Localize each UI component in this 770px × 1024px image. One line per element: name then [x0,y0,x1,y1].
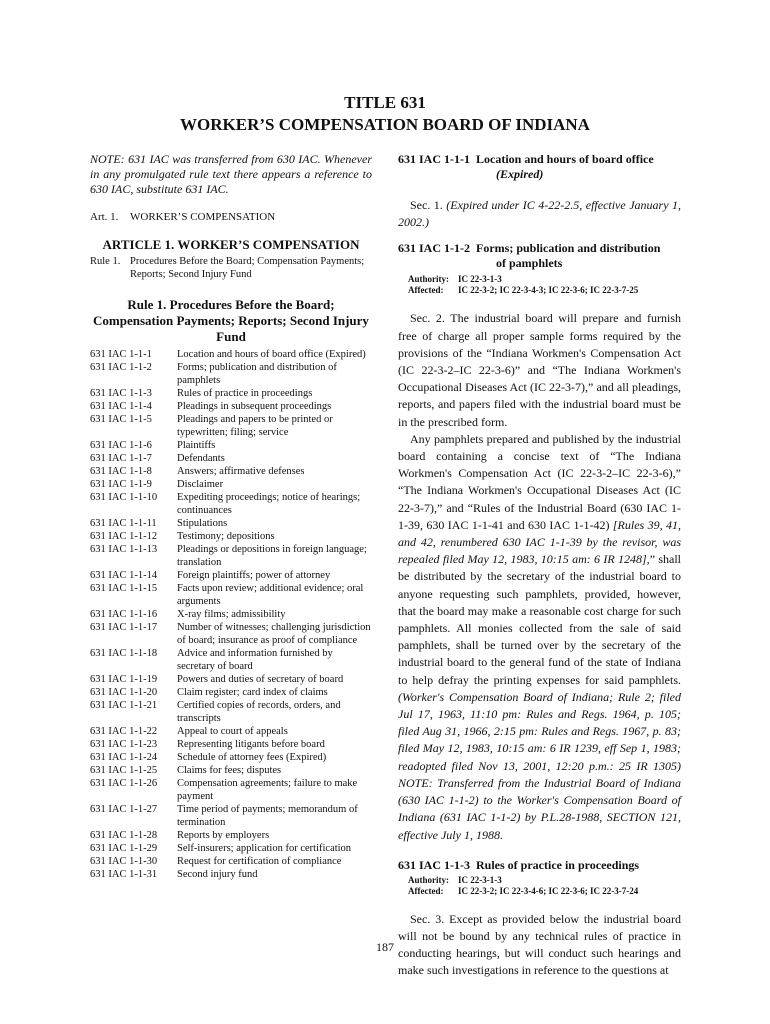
toc-section-title: Rules of practice in proceedings [177,388,313,399]
section-1-title: Location and hours of board office [476,152,654,166]
article-heading: ARTICLE 1. WORKER’S COMPENSATION [102,237,360,252]
toc-section-number: 631 IAC 1-1-19 [90,674,158,685]
toc-section-title: Forms; publication and distribution of pamphlets [177,362,337,386]
section-2-paragraph-1: Sec. 2. The industrial board will prepare and furnish free of charge all proper sample forms required by the provisions of the “Indiana Workmen's Compensation Act (IC 22-3-2–IC 22-3-6)” and “The Indiana Workmen's Occupational Diseases Act (IC 22-3-7),” and all pleadings, reports, and papers filed with the industrial board must be in the prescribed form. [398,311,681,429]
toc-row [90,452,372,465]
toc-section-number: 631 IAC 1-1-22 [90,726,158,737]
toc-section-number: 631 IAC 1-1-9 [90,479,152,490]
toc-section-title: Foreign plaintiffs; power of attorney [177,570,331,581]
section-2-number: 631 IAC 1-1-2 [398,241,470,256]
toc-row [90,361,372,387]
title-number: TITLE 631 [344,93,426,112]
toc-row [90,751,372,764]
rule-heading: Rule 1. Procedures Before the Board; Compensation Payments; Reports; Second Injury Fund [93,297,369,344]
toc-row [90,608,372,621]
section-2-history: (Worker's Compensation Board of Indiana; Rule 2; filed Jul 17, 1963, 11:10 pm: Rules and Regs. 1964, p. 105; filed Aug 31, 1966, 2:15 pm: Rules and Regs. 1967, p. 83; filed May 12, 1983, 10:15 am: 6 IR 1239, eff Sep 1, 1983; readopted filed Nov 13, 2001, 12:20 p.m.: 25 IR 1305) NOTE: Transferred from the Industrial Board of Indiana (630 IAC 1-1-2) to the Worker's Compensation Board of Indiana (631 IAC 1-1-2) by P.L.28-1988, SECTION 121, effective July 1, 1988. [398,689,681,842]
authority-label: Authority: [408,274,449,285]
toc-row [90,413,372,439]
toc-section-title: Answers; affirmative defenses [177,466,305,477]
toc-row [90,530,372,543]
toc-section-number: 631 IAC 1-1-11 [90,518,157,529]
toc-row [90,829,372,842]
authority-value: IC 22-3-1-3 [458,874,502,885]
toc-section-title: Powers and duties of secretary of board [177,674,344,685]
section-2-title-1: Forms; publication and distribution [476,241,661,256]
toc-section-title: Compensation agreements; failure to make payment [177,778,358,802]
section-2-heading [398,241,681,271]
toc-section-title: Location and hours of board office (Expired) [177,349,366,360]
toc-section-number: 631 IAC 1-1-27 [90,804,158,815]
toc-section-title: Testimony; depositions [177,531,275,542]
toc-section-number: 631 IAC 1-1-20 [90,687,158,698]
toc-section-number: 631 IAC 1-1-24 [90,752,158,763]
toc-section-title: Appeal to court of appeals [177,726,288,737]
toc-row [90,673,372,686]
left-column [90,152,372,881]
transfer-note: NOTE: 631 IAC was transferred from 630 IAC. Whenever in any promulgated rule text there appears a reference to 630 IAC, substitute 631 IAC. [90,152,372,196]
toc-section-number: 631 IAC 1-1-10 [90,492,158,503]
toc-section-title: Certified copies of records, orders, and transcripts [177,700,341,724]
toc-row [90,569,372,582]
toc-row [90,777,372,803]
toc-row [90,725,372,738]
toc-row [90,764,372,777]
toc-section-number: 631 IAC 1-1-16 [90,609,158,620]
section-1-expired-text: (Expired under IC 4-22-2.5, effective January 1, 2002.) [398,198,681,230]
toc-section-title: Number of witnesses; challenging jurisdiction of board; insurance as proof of compliance [177,622,371,646]
section-2-p2-text: Any pamphlets prepared and published by the industrial board containing a concise text of “The Indiana Workmen's Compensation Act (IC 22-3-2–IC 22-3-6),” “The Indiana Workmen's Occupational Diseases Act (IC 22-3-7),” and “Rules of the Industrial Board (630 IAC 1-1-39, 630 IAC 1-1-41 and 630 IAC 1-1-42) [398,431,681,532]
toc-row [90,699,372,725]
toc-row [90,465,372,478]
toc-row [90,387,372,400]
toc-section-title: Expediting proceedings; notice of hearings; continuances [177,492,361,516]
toc-section-number: 631 IAC 1-1-6 [90,440,152,451]
section-table-of-contents [90,348,372,881]
toc-section-number: 631 IAC 1-1-7 [90,453,152,464]
section-3-number: 631 IAC 1-1-3 [398,857,470,872]
article-label: WORKER’S COMPENSATION [130,211,276,223]
toc-section-number: 631 IAC 1-1-21 [90,700,158,711]
toc-section-number: 631 IAC 1-1-25 [90,765,158,776]
toc-section-number: 631 IAC 1-1-29 [90,843,158,854]
toc-section-title: Schedule of attorney fees (Expired) [177,752,327,763]
section-3-body: Sec. 3. Except as provided below the industrial board will not be bound by any technical rules of practice in conducting hearings, but will conduct such hearings and make such investigations in reference to the questions at [398,911,681,978]
toc-section-title: Stipulations [177,518,228,529]
toc-section-number: 631 IAC 1-1-2 [90,362,152,373]
toc-section-number: 631 IAC 1-1-23 [90,739,158,750]
affected-label: Affected: [408,285,444,296]
section-2-authority [398,274,681,285]
toc-section-number: 631 IAC 1-1-13 [90,544,158,555]
page-title [0,92,770,136]
toc-section-title: X-ray films; admissibility [177,609,286,620]
authority-label: Authority: [408,874,449,885]
toc-section-title: Pleadings or depositions in foreign language; translation [177,544,367,568]
toc-section-title: Claim register; card index of claims [177,687,328,698]
section-1-body [398,197,681,231]
toc-section-number: 631 IAC 1-1-18 [90,648,158,659]
toc-section-number: 631 IAC 1-1-14 [90,570,158,581]
toc-section-title: Request for certification of compliance [177,856,342,867]
title-name: WORKER’S COMPENSATION BOARD OF INDIANA [180,115,590,134]
toc-section-number: 631 IAC 1-1-1 [90,349,152,360]
toc-section-number: 631 IAC 1-1-15 [90,583,158,594]
toc-section-title: Defendants [177,453,225,464]
section-3-heading [398,858,681,873]
section-3-authority [398,875,681,886]
rule-number: Rule 1. [90,256,121,267]
toc-section-title: Pleadings and papers to be printed or typewritten; filing; service [177,414,333,438]
authority-value: IC 22-3-1-3 [458,274,502,285]
section-1-heading [398,152,681,182]
toc-row [90,478,372,491]
section-2-paragraph-2 [398,431,681,844]
toc-row [90,543,372,569]
rule-label: Procedures Before the Board; Compensation Payments; Reports; Second Injury Fund [130,256,365,280]
toc-row [90,348,372,361]
toc-section-number: 631 IAC 1-1-5 [90,414,152,425]
article-number: Art. 1. [90,211,119,223]
toc-row [90,621,372,647]
section-2-p2-rest: ” shall be distributed by the secretary of the industrial board to anyone requesting such pamphlets, provided, however, that the board may make a reasonable cost charge for such pamphlets. All monies collected from the sale of said pamphlets, shall be turned over by the secretary of the industrial board to the general fund of the state of Indiana to help defray the printing expenses for said pamphlets. [398,552,681,687]
section-2-p2-bracket: [Rules 39, 41, and 42, renumbered 630 IAC 1-1-39 by the revisor, was repealed filed May 12, 1983, 10:15 am: 6 IR 1248], [398,517,681,567]
toc-row [90,842,372,855]
section-1-number: 631 IAC 1-1-1 [398,152,470,166]
toc-section-number: 631 IAC 1-1-28 [90,830,158,841]
toc-section-title: Self-insurers; application for certification [177,843,352,854]
toc-section-number: 631 IAC 1-1-30 [90,856,158,867]
toc-row [90,517,372,530]
affected-label: Affected: [408,885,444,896]
toc-row [90,738,372,751]
section-1-status: (Expired) [496,167,544,181]
toc-section-number: 631 IAC 1-1-12 [90,531,158,542]
toc-section-title: Plaintiffs [177,440,216,451]
toc-section-number: 631 IAC 1-1-8 [90,466,152,477]
page-number: 187 [376,940,394,954]
toc-section-number: 631 IAC 1-1-3 [90,388,152,399]
section-3-title: Rules of practice in proceedings [476,857,640,872]
toc-section-number: 631 IAC 1-1-17 [90,622,158,633]
section-2-affected [398,285,681,296]
rule-listing [90,255,372,281]
section-3-affected [398,886,681,897]
toc-section-number: 631 IAC 1-1-31 [90,869,158,880]
toc-section-title: Pleadings in subsequent proceedings [177,401,332,412]
affected-value: IC 22-3-2; IC 22-3-4-6; IC 22-3-6; IC 22-3-7-24 [458,885,639,896]
toc-section-title: Claims for fees; disputes [177,765,282,776]
toc-row [90,439,372,452]
toc-row [90,868,372,881]
toc-section-number: 631 IAC 1-1-26 [90,778,158,789]
toc-row [90,686,372,699]
toc-section-title: Time period of payments; memorandum of termination [177,804,358,828]
right-column [398,152,681,980]
section-1-sec: Sec. 1. [410,198,443,212]
toc-section-title: Disclaimer [177,479,224,490]
section-2-title-2: of pamphlets [496,256,563,271]
toc-row [90,491,372,517]
toc-section-title: Representing litigants before board [177,739,325,750]
toc-section-title: Facts upon review; additional evidence; oral arguments [177,583,364,607]
toc-section-title: Second injury fund [177,869,258,880]
article-listing [90,211,372,223]
toc-row [90,400,372,413]
toc-row [90,582,372,608]
toc-row [90,803,372,829]
toc-section-title: Reports by employers [177,830,270,841]
toc-section-number: 631 IAC 1-1-4 [90,401,152,412]
toc-row [90,855,372,868]
toc-row [90,647,372,673]
affected-value: IC 22-3-2; IC 22-3-4-3; IC 22-3-6; IC 22-3-7-25 [458,285,639,296]
toc-section-title: Advice and information furnished by secretary of board [177,648,333,672]
